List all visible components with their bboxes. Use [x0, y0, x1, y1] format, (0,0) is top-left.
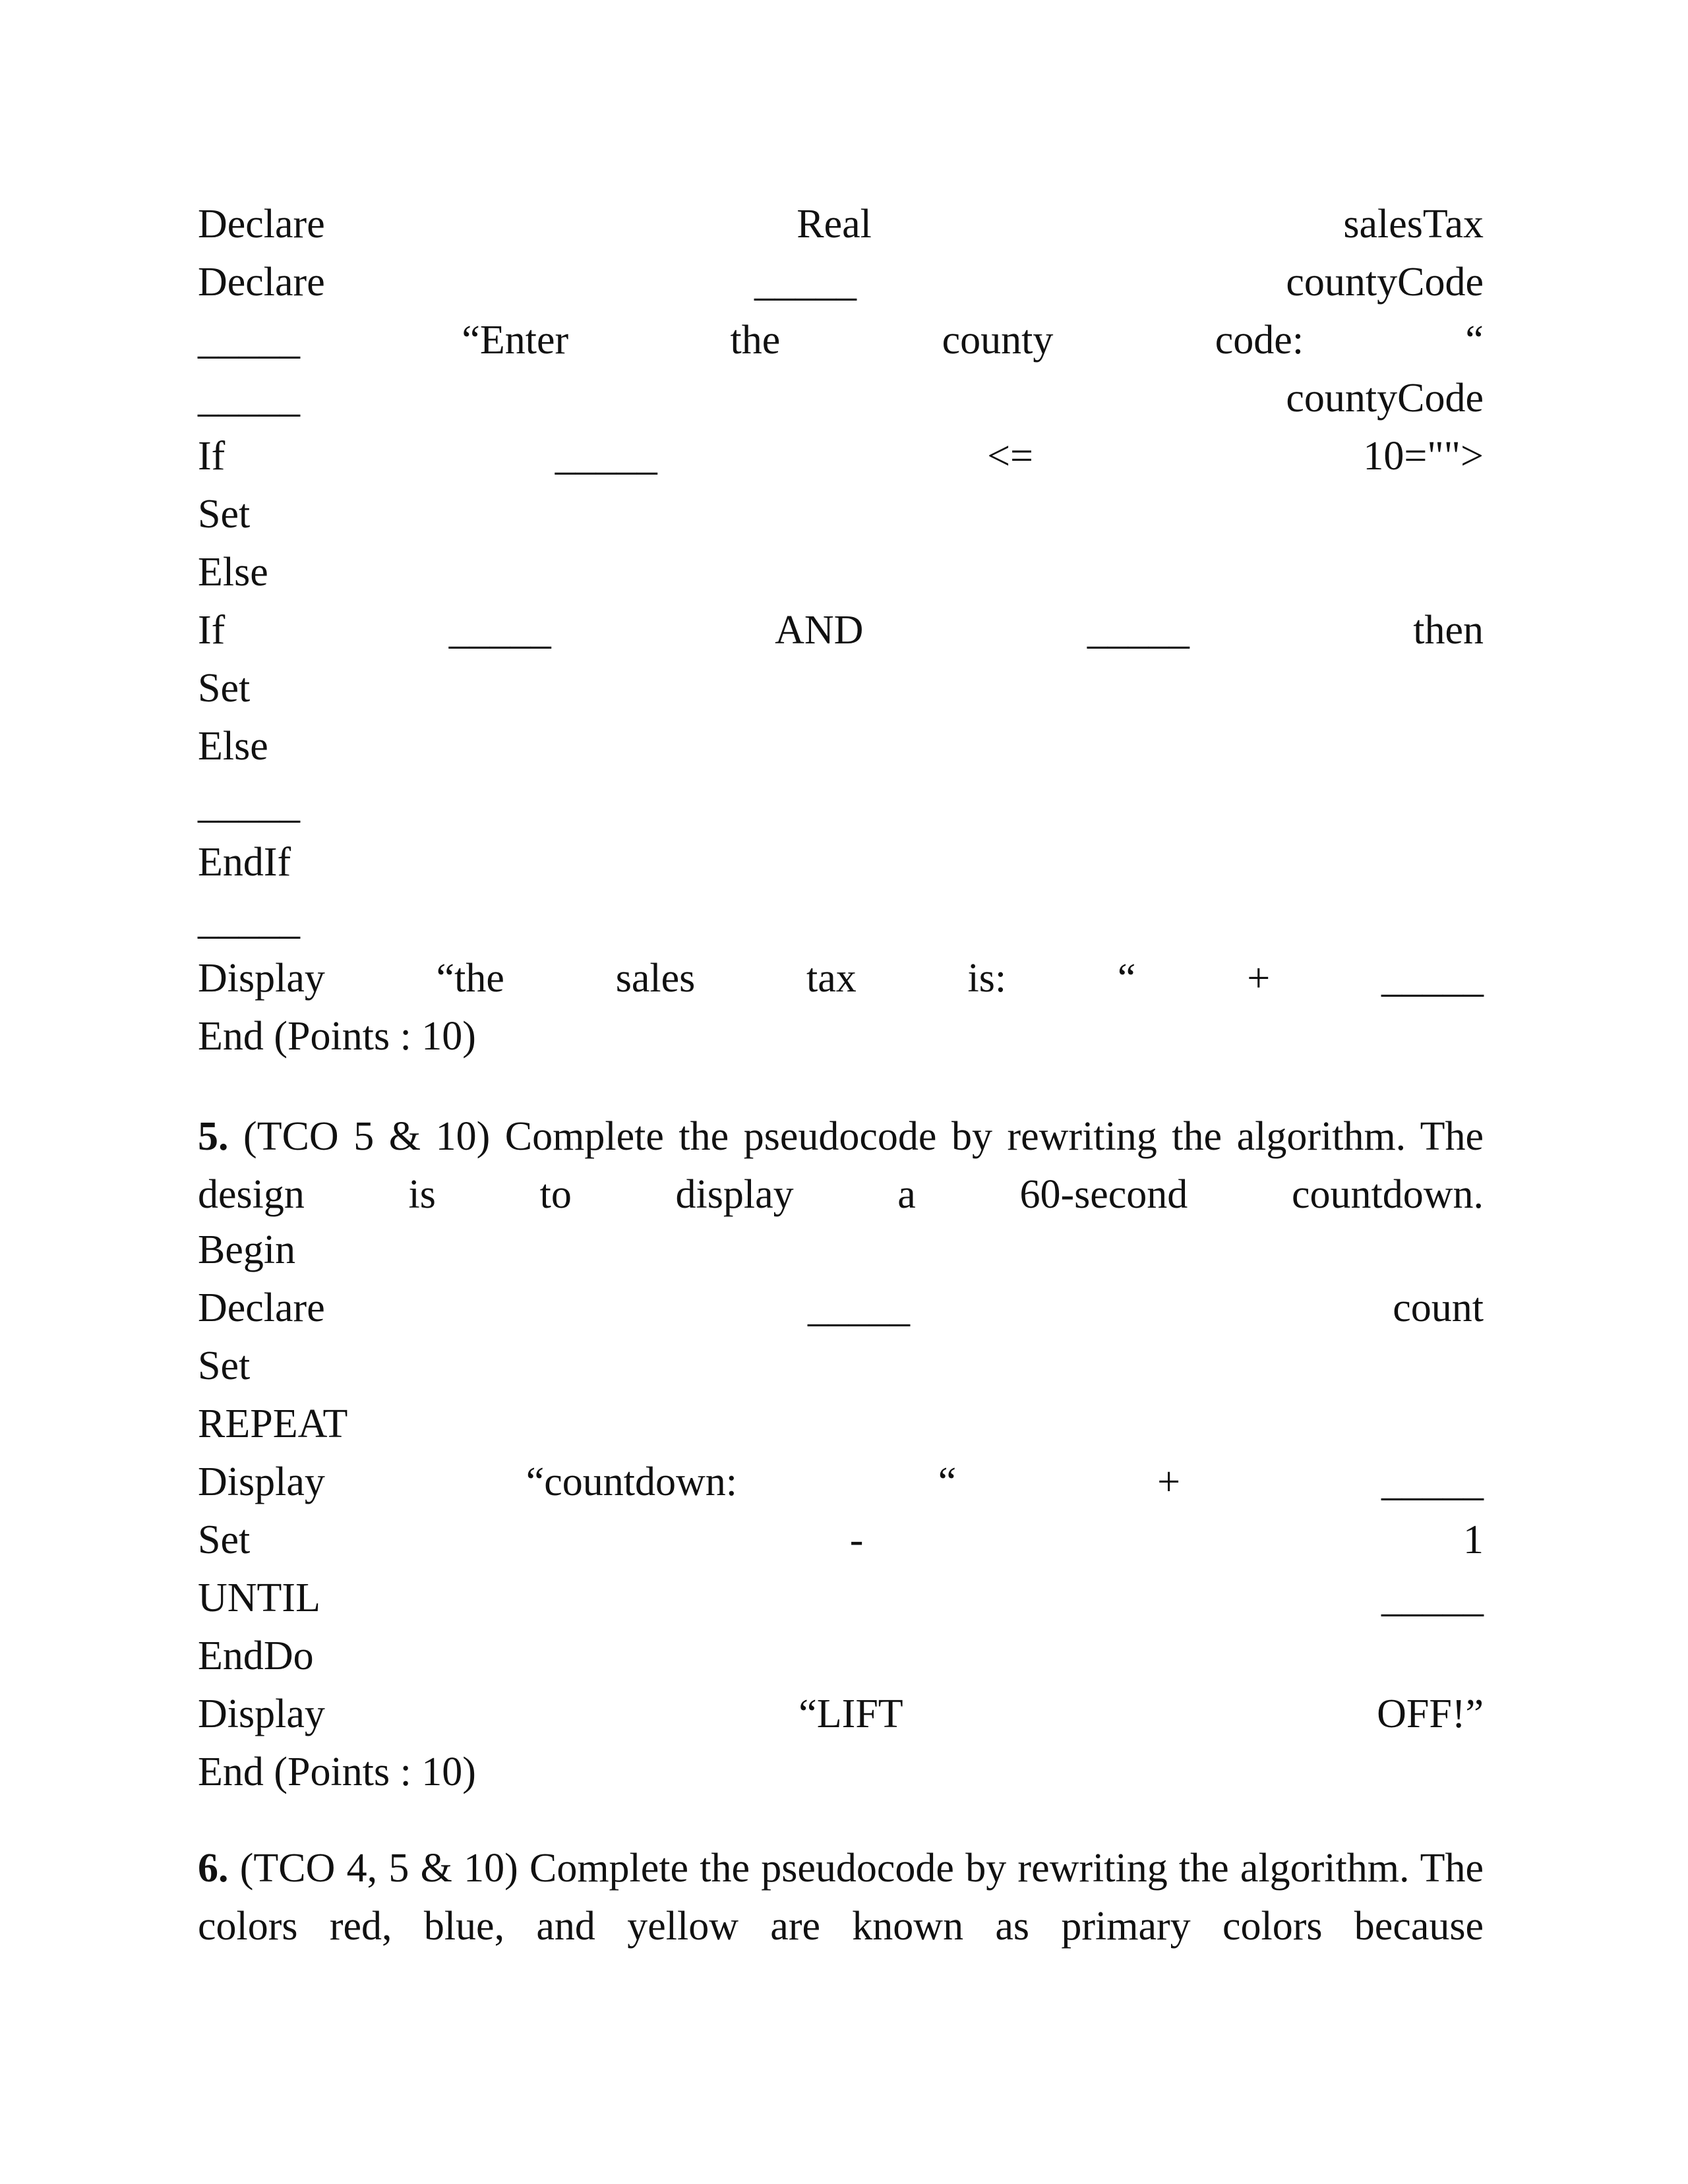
code-token: End (Points : 10) [198, 1014, 476, 1059]
code-line [198, 778, 1484, 831]
code-token: Else [198, 724, 268, 769]
code-line [198, 720, 1484, 773]
blank-token: _____ [754, 260, 857, 305]
code-line [198, 1572, 1484, 1624]
blank-token: _____ [448, 608, 551, 653]
blank-token: _____ [198, 318, 300, 363]
code-token: If [198, 608, 226, 653]
code-line [198, 314, 1484, 367]
question-6-text: (TCO 4, 5 & 10) Complete the pseudocode by rewriting the algorithm. The colors red, blue, and yellow are known as primary colors because [198, 1846, 1484, 1949]
code-token: - [849, 1518, 864, 1562]
code-token: Real [797, 202, 872, 247]
code-token: salesTax [1343, 202, 1484, 247]
blank-token: _____ [807, 1285, 910, 1330]
code-token: Else [198, 550, 268, 595]
code-token: <= [987, 434, 1034, 479]
code-token: “ [1465, 318, 1484, 363]
blank-token: _____ [198, 782, 300, 827]
code-token: code: [1215, 318, 1304, 363]
code-token: Display [198, 1692, 325, 1736]
code-token: 1 [1462, 1518, 1484, 1562]
code-line [198, 1514, 1484, 1566]
code-token: Set [198, 492, 251, 537]
code-token: “ [1117, 956, 1136, 1001]
code-line [198, 1398, 1484, 1450]
code-line [198, 836, 1484, 889]
code-token: End (Points : 10) [198, 1750, 476, 1794]
code-line [198, 1630, 1484, 1682]
code-line [198, 1340, 1484, 1392]
blank-token: _____ [1381, 1576, 1484, 1620]
code-token: + [1247, 956, 1271, 1001]
question-6-number: 6. [198, 1846, 229, 1891]
code-token: EndDo [198, 1634, 314, 1678]
code-line [198, 662, 1484, 715]
code-token: + [1157, 1460, 1181, 1504]
code-token: AND [775, 608, 864, 653]
code-token: is: [967, 956, 1007, 1001]
code-token: “the [436, 956, 504, 1001]
code-line [198, 256, 1484, 309]
code-token: Set [198, 666, 251, 711]
code-token: Display [198, 956, 325, 1001]
code-line [198, 430, 1484, 483]
blank-token: _____ [198, 376, 300, 421]
code-token: Declare [198, 260, 325, 305]
code-line [198, 1688, 1484, 1740]
code-token: Set [198, 1518, 251, 1562]
code-token: Begin [198, 1227, 296, 1272]
code-line [198, 1010, 1484, 1063]
code-token: county [942, 318, 1054, 363]
code-token: Declare [198, 1285, 325, 1330]
code-token: UNTIL [198, 1576, 320, 1620]
code-token: Declare [198, 202, 325, 247]
question-5 [198, 1107, 1484, 1224]
code-token: “countdown: [526, 1460, 737, 1504]
code-token: OFF!” [1377, 1692, 1484, 1736]
code-token: tax [806, 956, 857, 1001]
code-token: then [1413, 608, 1484, 653]
code-token: REPEAT [198, 1402, 348, 1446]
code-line [198, 894, 1484, 947]
blank-token: _____ [1381, 956, 1484, 1001]
code-token: count [1393, 1285, 1484, 1330]
code-line [198, 546, 1484, 599]
code-token: countyCode [1286, 260, 1484, 305]
blank-token: _____ [1087, 608, 1190, 653]
blank-token: _____ [555, 434, 657, 479]
question-5-text: (TCO 5 & 10) Complete the pseudocode by rewriting the algorithm. The design is to display a 60-second countdown. [198, 1114, 1484, 1217]
code-token: sales [615, 956, 696, 1001]
code-line [198, 198, 1484, 251]
blank-token: _____ [1381, 1460, 1484, 1504]
code-token: “LIFT [799, 1692, 903, 1736]
code-line [198, 952, 1484, 1005]
code-line [198, 1224, 1484, 1276]
code-line [198, 1456, 1484, 1508]
code-line [198, 1282, 1484, 1334]
code-line [198, 1746, 1484, 1798]
code-token: Display [198, 1460, 325, 1504]
code-token: If [198, 434, 226, 479]
question-5-number: 5. [198, 1114, 229, 1159]
code-token: “ [938, 1460, 957, 1504]
code-token: Set [198, 1343, 251, 1388]
blank-token: _____ [198, 898, 300, 943]
code-line [198, 604, 1484, 657]
code-line [198, 372, 1484, 425]
question-6 [198, 1839, 1484, 1955]
code-token: the [730, 318, 781, 363]
code-token: 10=""> [1363, 434, 1484, 479]
code-line [198, 488, 1484, 541]
code-token: “Enter [462, 318, 569, 363]
code-token: countyCode [1286, 376, 1484, 421]
code-token: EndIf [198, 840, 291, 885]
